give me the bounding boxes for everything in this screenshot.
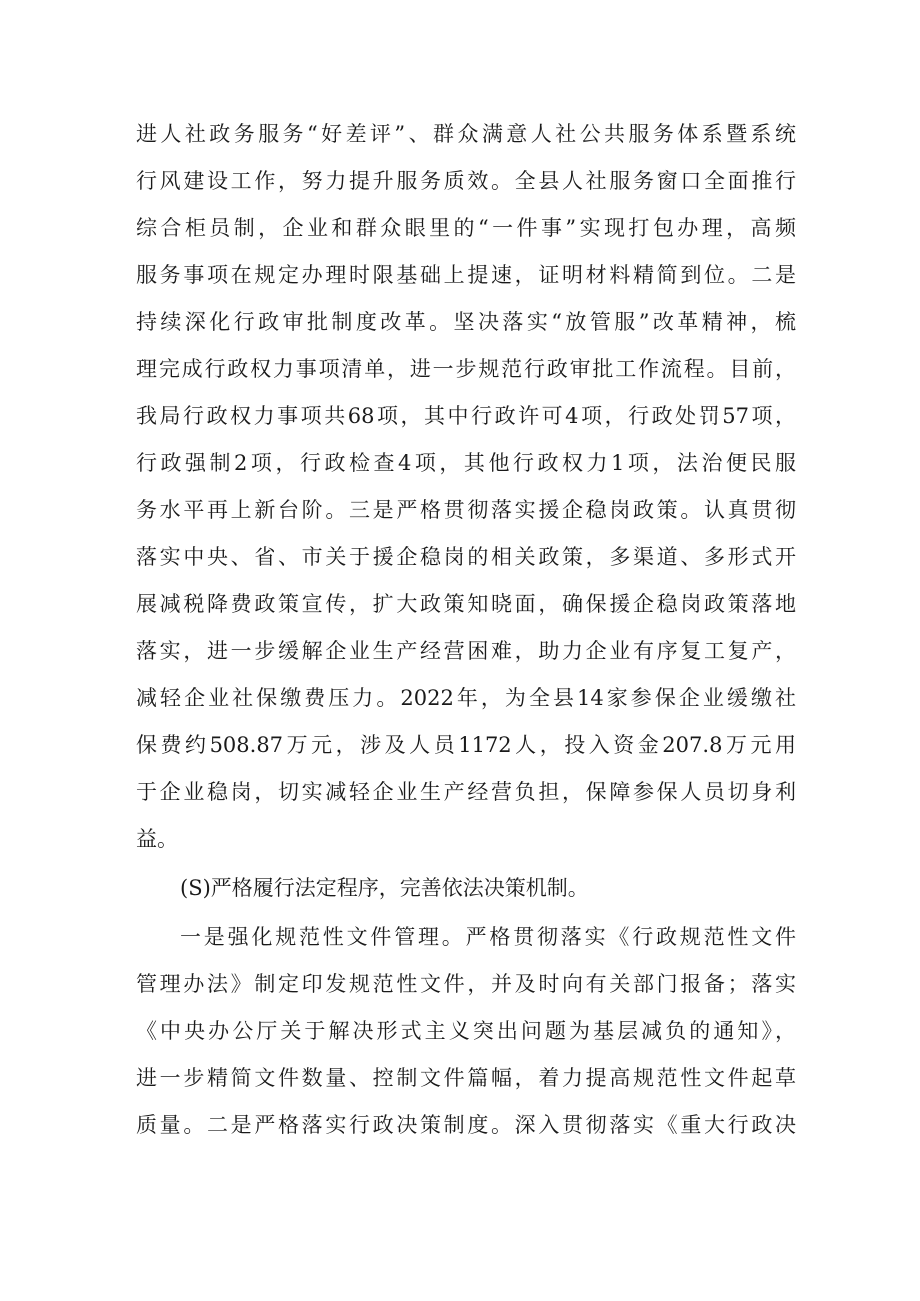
text-line-1: 进人社政务服务“好差评”、群众满意人社公共服务体系暨系统 (136, 122, 796, 146)
text-line-22: 质量。二是严格落实行政决策制度。深入贯彻落实《重大行政决 (136, 1113, 796, 1137)
text-line-2: 行风建设工作，努力提升服务质效。全县人社服务窗口全面推行 (136, 169, 796, 193)
text-line-18: 一是强化规范性文件管理。严格贯彻落实《行政规范性文件 (180, 925, 796, 949)
text-line-15: 于企业稳岗，切实减轻企业生产经营负担，保障参保人员切身利 (136, 780, 796, 804)
text-line-5: 持续深化行政审批制度改革。坚决落实“放管服”改革精神，梳 (136, 310, 796, 334)
text-line-21: 进一步精简文件数量、控制文件篇幅，着力提高规范性文件起草 (136, 1066, 796, 1090)
text-line-4: 服务事项在规定办理时限基础上提速，证明材料精简到位。二是 (136, 263, 796, 287)
text-line-11: 展减税降费政策宣传，扩大政策知晓面，确保援企稳岗政策落地 (136, 592, 796, 616)
text-line-20: 《中央办公厅关于解决形式主义突出问题为基层减负的通知》， (136, 1019, 796, 1043)
text-line-7: 我局行政权力事项共68项，其中行政许可4项，行政处罚57项， (136, 404, 796, 428)
text-line-9: 务水平再上新台阶。三是严格贯彻落实援企稳岗政策。认真贯彻 (136, 498, 796, 522)
text-line-3: 综合柜员制，企业和群众眼里的“一件事”实现打包办理，高频 (136, 216, 796, 240)
text-line-19: 管理办法》制定印发规范性文件，并及时向有关部门报备；落实 (136, 972, 796, 996)
text-line-16: 益。 (136, 827, 178, 851)
section-heading: (S)严格履行法定程序，完善依法决策机制。 (180, 876, 589, 900)
text-line-12: 落实，进一步缓解企业生产经营困难，助力企业有序复工复产， (136, 639, 796, 663)
text-line-6: 理完成行政权力事项清单，进一步规范行政审批工作流程。目前， (136, 357, 796, 381)
text-line-13: 减轻企业社保缴费压力。2022年，为全县14家参保企业缓缴社 (136, 686, 796, 710)
text-line-10: 落实中央、省、市关于援企稳岗的相关政策，多渠道、多形式开 (136, 545, 796, 569)
text-line-14: 保费约508.87万元，涉及人员1172人，投入资金207.8万元用 (136, 733, 796, 757)
text-line-8: 行政强制2项，行政检查4项，其他行政权力1项，法治便民服 (136, 451, 796, 475)
